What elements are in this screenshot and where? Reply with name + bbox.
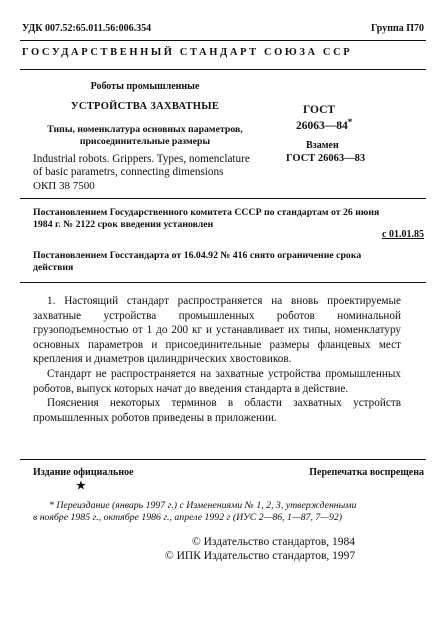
body-rule [20, 282, 426, 283]
paragraph-2: Стандарт не распространяется на захватные устройства промышленных роботов, выпуск которых начат до введения стандарта в действие. [33, 367, 401, 395]
subtitle-line-1: Типы, номенклатура основных параметров, [47, 124, 243, 135]
paragraph-3: Пояснения некоторых терминов в области захватных устройств промышленных роботов приведены в приложении. [33, 397, 401, 424]
limit-lift-line-1: Постановлением Госстандарта от 16.04.92 № 416 снято ограничение срока [33, 250, 362, 261]
english-title-line-2: of basic parametrs, connecting dimensions [33, 166, 224, 178]
official-edition: Издание официальное [33, 467, 134, 478]
gost-number-text: 26063—84 [296, 120, 348, 132]
gost-label: ГОСТ [303, 104, 336, 116]
title-rule [20, 69, 426, 70]
gost-number [296, 117, 352, 132]
reissue-note-line-1: * Переиздание (январь 1997 г.) с Изменениями № 1, 2, 3, утвержденными [49, 500, 357, 511]
star-mark: ★ [76, 480, 86, 492]
replaces-label: Взамен [306, 140, 339, 151]
body-text [33, 294, 401, 425]
footer-rule [20, 459, 426, 460]
paragraph-1: 1. Настоящий стандарт распространяется на вновь проектируемые захватные устройства промышленных роботов номинальной грузоподъемностью от 1 до 200 кг и устанавливает их типы, номенклатуру основных параметров и присоединительные размеры фланцевых мест крепления и диаметров цилиндрических хвостовиков. [33, 295, 401, 366]
reprint-prohibited: Перепечатка воспрещена [309, 467, 424, 478]
state-standard-title: ГОСУДАРСТВЕННЫЙ СТАНДАРТ СОЮЗА ССР [22, 47, 353, 58]
decree-line-2: 1984 г. № 2122 срок введения установлен [33, 219, 214, 230]
limit-lift-line-2: действия [33, 262, 74, 273]
okp-code: ОКП 38 7500 [33, 180, 95, 192]
subtitle-line-2: присоединительные размеры [79, 136, 211, 147]
english-title-line-1: Industrial robots. Grippers. Types, nomenclature [33, 153, 250, 165]
udk-code: УДК 007.52:65.011.56:006.354 [22, 23, 152, 34]
effective-date: с 01.01.85 [382, 229, 424, 240]
group-code: Группа П70 [371, 23, 424, 34]
section-rule [20, 198, 426, 199]
gost-asterisk: * [347, 117, 353, 127]
copyright-1984: © Издательство стандартов, 1984 [192, 536, 356, 548]
copyright-1997: © ИПК Издательство стандартов, 1997 [165, 550, 356, 562]
top-rule [20, 40, 426, 41]
decree-line-1: Постановлением Государственного комитета СССР по стандартам от 26 июня [33, 207, 380, 218]
reissue-note-line-2: в ноябре 1985 г., октябре 1986 г., апреле 1992 г (ИУС 2—86, 1—87, 7—92) [33, 512, 343, 523]
main-title: УСТРОЙСТВА ЗАХВАТНЫЕ [70, 101, 220, 112]
replaces-number: ГОСТ 26063—83 [286, 153, 366, 164]
series-title: Роботы промышленные [90, 81, 200, 92]
